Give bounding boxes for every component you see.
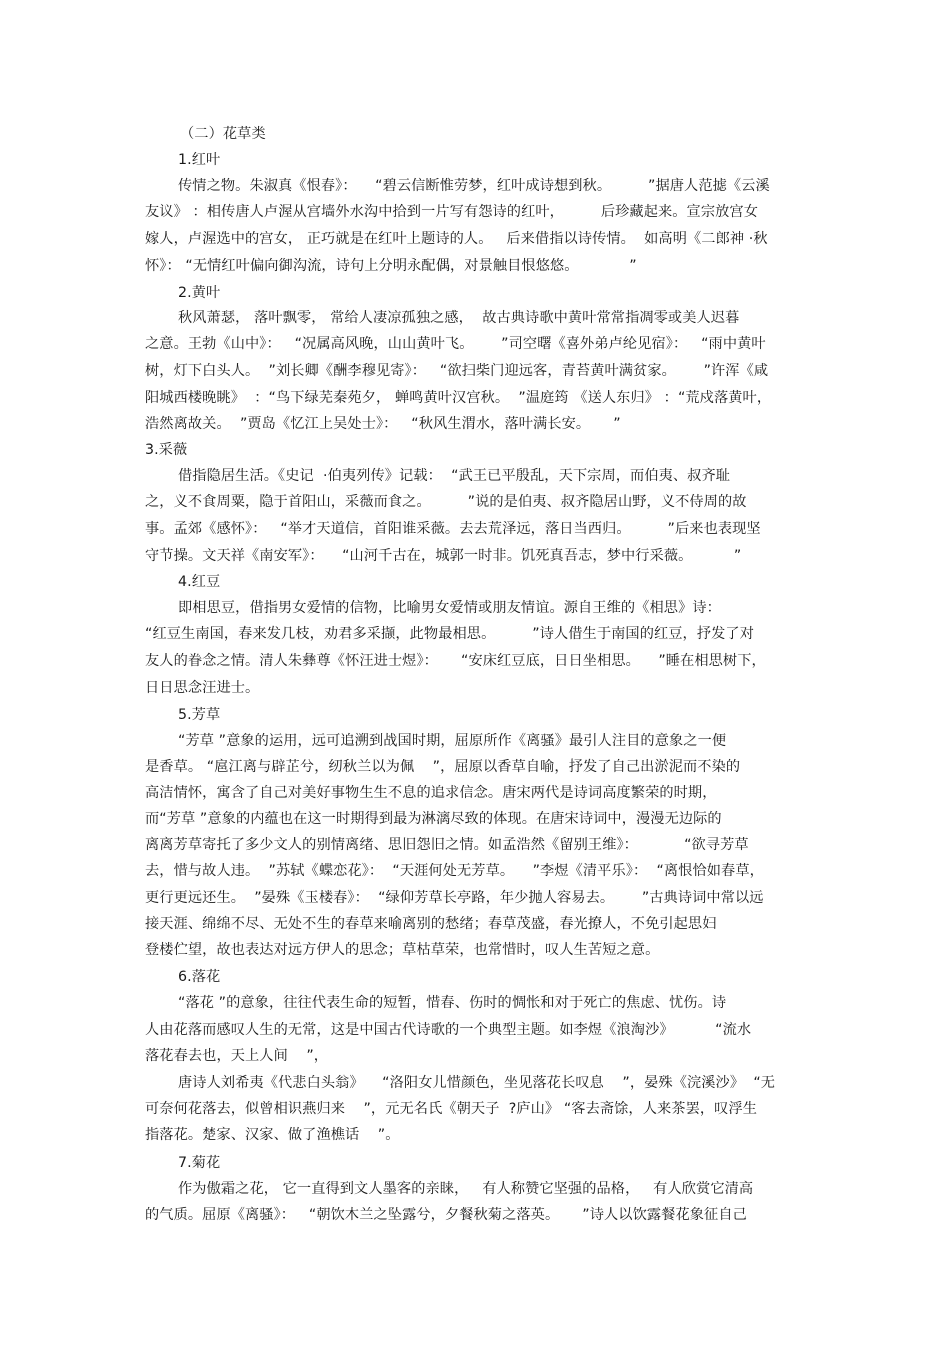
item-heading-red-bean: 4.红豆 (178, 574, 221, 590)
paragraph-line: 接天涯、绵绵不尽、无处不生的春草来喻离别的愁绪；春草茂盛，春光撩人，不免引起思妇 (145, 916, 717, 932)
paragraph-line: 落花春去也，天上人间 ”， (145, 1048, 329, 1064)
paragraph-line: 友人的眷念之情。清人朱彝尊《怀汪进士煜》： “安床红豆底，日日坐相思。 ”睡在相思树下， (145, 653, 766, 669)
paragraph-line: 树，灯下白头人。 ”刘长卿《酬李穆见寄》： “欲扫柴门迎远客，青苔黄叶满贫家。 ”许浑《咸 (145, 363, 769, 379)
paragraph-line: 秋风萧瑟， 落叶飘零， 常给人凄凉孤独之感， 故古典诗歌中黄叶常常指凋零或美人迟暮 (178, 310, 740, 326)
paragraph-line: 高洁情怀，寓含了自己对美好事物生生不息的追求信念。唐宋两代是诗词高度繁荣的时期， (145, 785, 717, 801)
paragraph-line: 唐诗人刘希夷《代悲白头翁》 “洛阳女儿惜颜色，坐见落花长叹息 ”，晏殊《浣溪沙》 “无 (178, 1075, 776, 1091)
paragraph-line: 日日思念汪进士。 (145, 680, 260, 696)
paragraph-line: 登楼伫望，故也表达对远方伊人的思念；草枯草荣，也常惜时，叹人生苦短之意。 (145, 942, 660, 958)
paragraph-line: 去，惜与故人违。 ”苏轼《蝶恋花》： “天涯何处无芳草。 ”李煜《清平乐》： “离恨恰如春草， (145, 863, 764, 879)
item-heading-falling-flowers: 6.落花 (178, 969, 221, 985)
paragraph-line: 嫁人，卢渥选中的宫女， 正巧就是在红叶上题诗的人。 后来借指以诗传情。 如高明《二郎神 ·秋 (145, 231, 768, 247)
item-heading-chrysanthemum: 7.菊花 (178, 1155, 221, 1171)
paragraph-line: 指落花。楚家、汉家、做了渔樵话 ”。 (145, 1127, 400, 1143)
paragraph-line: “落花 ”的意象，往往代表生命的短暂，惜春、伤时的惆怅和对于死亡的焦虑、忧伤。诗 (178, 995, 727, 1011)
paragraph-line: 浩然离故关。 ”贾岛《忆江上吴处士》： “秋风生渭水，落叶满长安。 ” (145, 416, 621, 432)
paragraph-line: 之意。王勃《山中》： “况属高风晚，山山黄叶飞。 ”司空曙《喜外弟卢纶见宿》： “雨中黄叶 (145, 336, 766, 352)
paragraph-line: “芳草 ”意象的运用，远可追溯到战国时期，屈原所作《离骚》最引人注目的意象之一便 (178, 733, 727, 749)
paragraph-line: 而“芳草 ”意象的内蕴也在这一时期得到最为淋漓尽致的体现。在唐宋诗词中，漫漫无边际的 (145, 811, 722, 827)
paragraph-line: 更行更远还生。 ”晏殊《玉楼春》： “绿仰芳草长亭路，年少抛人容易去。 ”古典诗词中常以远 (145, 890, 764, 906)
item-heading-fragrant-grass: 5.芳草 (178, 707, 221, 723)
paragraph-line: 即相思豆，借指男女爱情的信物，比喻男女爱情或朋友情谊。源自王维的《相思》诗： (178, 600, 721, 616)
paragraph-line: 人由花落而感叹人生的无常，这是中国古代诗歌的一个典型主题。如李煜《浪淘沙》 “流水 (145, 1022, 752, 1038)
paragraph-line: 的气质。屈原《离骚》： “朝饮木兰之坠露兮，夕餐秋菊之落英。 ”诗人以饮露餐花象征自己 (145, 1207, 747, 1223)
paragraph-line: 友议》 ：相传唐人卢渥从宫墙外水沟中拾到一片写有怨诗的红叶， 后珍藏起来。宣宗放宫女 (145, 204, 758, 220)
paragraph-line: 传情之物。朱淑真《恨春》： “碧云信断惟劳梦，红叶成诗想到秋。 ”据唐人范摅《云溪 (178, 178, 770, 194)
paragraph-line: 阳城西楼晚眺》 ：“鸟下绿芜秦苑夕， 蝉鸣黄叶汉宫秋。 ”温庭筠 《送人东归》 ：“荒戍落黄叶， (145, 390, 772, 406)
paragraph-line: 怀》： “无情红叶偏向御沟流，诗句上分明永配偶，对景触目恨悠悠。 ” (145, 258, 637, 274)
paragraph-line: 是香草。 “扈江离与辟芷兮，纫秋兰以为佩 ”，屈原以香草自喻，抒发了自己出淤泥而不染的 (145, 759, 741, 775)
paragraph-line: 之，义不食周粟，隐于首阳山，采薇而食之。 ”说的是伯夷、叔齐隐居山野，义不侍周的故 (145, 494, 747, 510)
item-heading-red-leaf: 1.红叶 (178, 152, 221, 168)
paragraph-line: “红豆生南国，春来发几枝，劝君多采撷，此物最相思。 ”诗人借生于南国的红豆，抒发了对 (145, 626, 754, 642)
paragraph-line: 借指隐居生活。《史记 ·伯夷列传》记载： “武王已平殷乱，天下宗周，而伯夷、叔齐耻 (178, 468, 731, 484)
paragraph-line: 守节操。文天祥《南安军》： “山河千古在，城郭一时非。饥死真吾志，梦中行采薇。 ” (145, 548, 742, 564)
section-title: （二）花草类 (180, 126, 266, 142)
item-heading-cai-wei: 3.采薇 (145, 442, 188, 458)
paragraph-line: 可奈何花落去，似曾相识燕归来 ”，元无名氏《朝天子 ?庐山》 “客去斋馀，人来茶罢，叹浮生 (145, 1101, 758, 1117)
paragraph-line: 事。孟郊《感怀》： “举才天道信，首阳谁采薇。去去荒泽远，落日当西归。 ”后来也表现坚 (145, 521, 761, 537)
paragraph-line: 作为傲霜之花， 它一直得到文人墨客的亲睐， 有人称赞它坚强的品格， 有人欣赏它清高 (178, 1181, 754, 1197)
item-heading-yellow-leaf: 2.黄叶 (178, 285, 221, 301)
paragraph-line: 离离芳草寄托了多少文人的别情离绪、思旧怨旧之情。如孟浩然《留别王维》： “欲寻芳草 (145, 837, 749, 853)
